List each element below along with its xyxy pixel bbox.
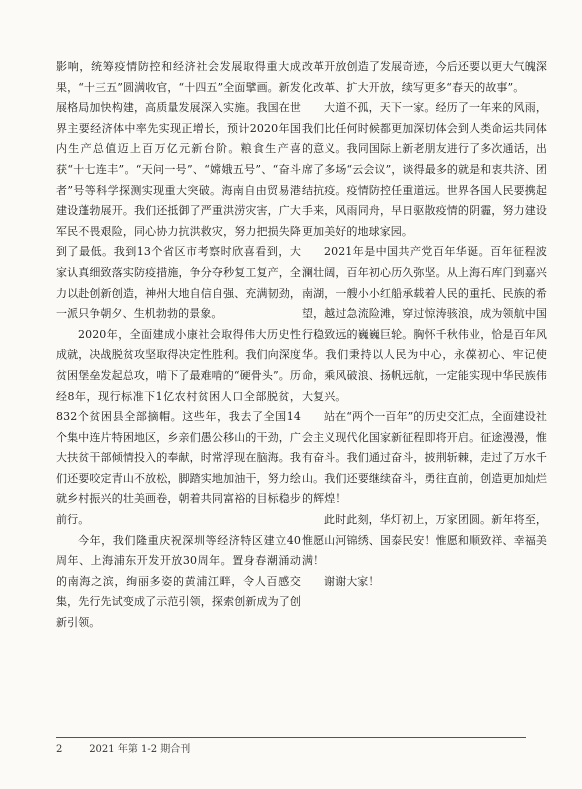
paragraph-continued: 影响，统筹疫情防控和经济社会发展取得重大成果，“十三五”圆满收官，“十四五”全面擘画。新发展格局加快构建，高质量发展深入实施。我国在世界主要经济体中率先实现正增长，预计2020年国内生产总值迈上百万亿元新台阶。粮食生产喜获“十七连丰”。“天问一号”、“嫦娥五号”、“奋斗者”号等科学探测实现重大突破。海南自由贸易港建设蓬勃展开。我们还抵御了严重洪涝灾害，广大军民不畏艰险，同心协力抗洪救灾，努力把损失降到了最低。我到13个省区市考察时欣喜看到，大家认真细致落实防疫措施，争分夺秒复工复产，全力以赴创新创造，神州大地自信自强、充满韧劲，一派只争朝夕、生机勃勃的景象。	[56, 60, 301, 321]
issue-label: 2021 年第 1-2 期合刊	[89, 744, 191, 755]
paragraph: 站在“两个一百年”的历史交汇点，全面建设社会主义现代化国家新征程即将开启。征途漫漫，惟有奋斗。我们通过奋斗，披荆斩棘，走过了万水千山。我们还要继续奋斗，勇往直前，创造更加灿烂的辉煌！	[302, 410, 547, 506]
left-text-column	[56, 57, 301, 634]
page-footer	[56, 743, 190, 757]
paragraph-continued: 改革开放创造了发展奇迹，今后还要以更大气魄深化改革、扩大开放，续写更多“春天的故事”。	[302, 60, 547, 94]
footer-divider	[56, 737, 526, 738]
closing-line: 谢谢大家！	[324, 574, 380, 588]
paragraph: 2020年，全面建成小康社会取得伟大历史性成就，决战脱贫攻坚取得决定性胜利。我们向深度贫困堡垒发起总攻，啃下了最难啃的“硬骨头”。历经8年，现行标准下1亿农村贫困人口全部脱贫，832个贫困县全部摘帽。这些年，我去了全国14个集中连片特困地区，乡亲们愚公移山的干劲，广大扶贫干部倾情投入的奉献，时常浮现在脑海。我们还要咬定青山不放松，脚踏实地加油干，努力绘就乡村振兴的壮美画卷，朝着共同富裕的目标稳步前行。	[56, 327, 301, 527]
paragraph: 此时此刻，华灯初上，万家团圆。新年将至，惟愿山河锦绣、国泰民安！惟愿和顺致祥、幸福美满！	[302, 513, 547, 568]
right-text-column	[302, 57, 547, 592]
paragraph: 大道不孤，天下一家。经历了一年来的风雨，我们比任何时候都更加深切体会到人类命运共同体的意义。我同国际上新老朋友进行了多次通话，出席了多场“云会议”，谈得最多的就是和衷共济、团结抗疫。疫情防控任重道远。世界各国人民要携起手来，风雨同舟，早日驱散疫情的阴霾，努力建设更加美好的地球家园。	[302, 101, 547, 238]
page-number: 2	[56, 744, 63, 755]
paragraph: 今年，我们隆重庆祝深圳等经济特区建立40周年、上海浦东开发开放30周年。置身春潮涌动的南海之滨，绚丽多姿的黄浦江畔，令人百感交集，先行先试变成了示范引领，探索创新成为了创新引领。	[56, 533, 301, 630]
paragraph: 2021年是中国共产党百年华诞。百年征程波澜壮阔，百年初心历久弥坚。从上海石库门到嘉兴南湖，一艘小小红船承载着人民的重托、民族的希望，越过急流险滩，穿过惊涛骇浪，成为领航中国行稳致远的巍巍巨轮。胸怀千秋伟业，恰是百年风华。我们秉持以人民为中心，永葆初心、牢记使命，乘风破浪、扬帆远航，一定能实现中华民族伟大复兴。	[302, 245, 547, 403]
